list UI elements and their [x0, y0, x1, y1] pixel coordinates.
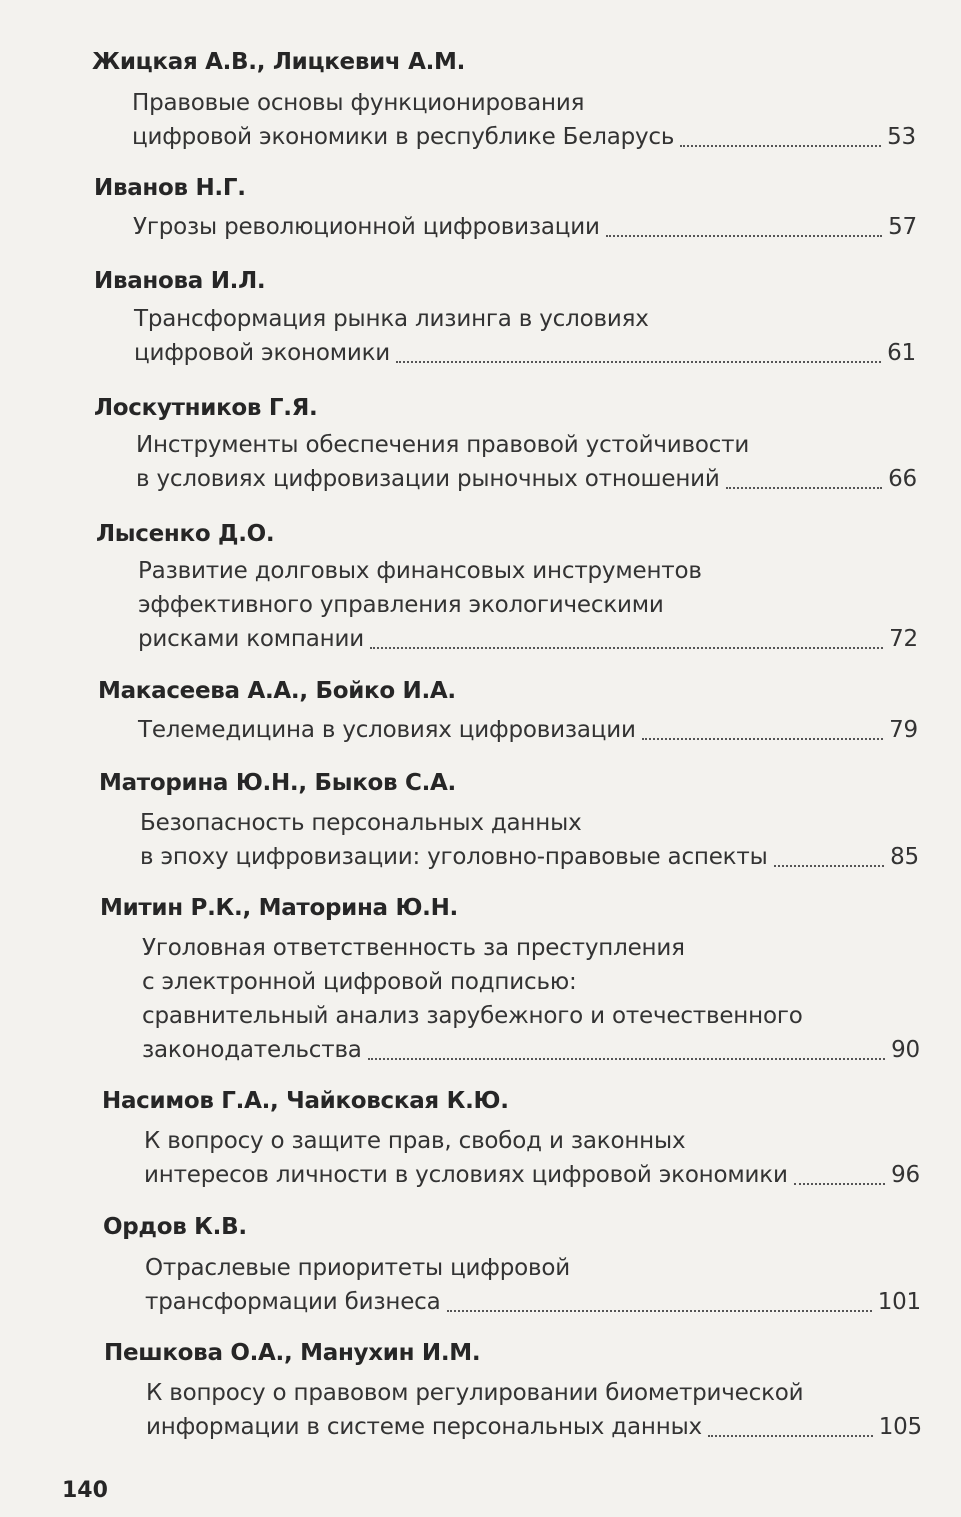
page-number: 61: [887, 340, 916, 366]
page-number: 57: [888, 214, 917, 240]
toc-title-line: в эпоху цифровизации: уголовно-правовые аспекты: [140, 844, 768, 870]
toc-title-line: Правовые основы функционирования: [132, 90, 585, 116]
toc-title-line: цифровой экономики в республике Беларусь: [132, 124, 675, 150]
toc-title-line: Отраслевые приоритеты цифровой: [145, 1255, 571, 1281]
toc-title-line: интересов личности в условиях цифровой экономики: [144, 1162, 788, 1188]
page-number: 90: [891, 1037, 920, 1063]
toc-author: Маторина Ю.Н., Быков С.А.: [99, 770, 456, 796]
dot-leader: [794, 1183, 885, 1185]
dot-leader: [368, 1058, 885, 1060]
toc-title: [138, 713, 918, 747]
toc-author: Митин Р.К., Маторина Ю.Н.: [100, 895, 458, 921]
page-number: 101: [877, 1289, 921, 1315]
toc-title: [133, 210, 917, 244]
toc-title-line: сравнительный анализ зарубежного и отечественного: [142, 1003, 803, 1029]
toc-author: Иванов Н.Г.: [94, 175, 246, 201]
page-number: 72: [889, 626, 918, 652]
toc-title-line: трансформации бизнеса: [145, 1289, 441, 1315]
toc-title: [145, 1251, 921, 1319]
toc-title-line: Уголовная ответственность за преступления: [142, 935, 685, 961]
toc-title: [144, 1124, 920, 1192]
toc-title-line: Инструменты обеспечения правовой устойчивости: [136, 432, 750, 458]
toc-title-line: К вопросу о защите прав, свобод и законных: [144, 1128, 686, 1154]
toc-title-line: в условиях цифровизации рыночных отношений: [136, 466, 720, 492]
toc-title: [140, 806, 919, 874]
toc-author: Иванова И.Л.: [94, 268, 266, 294]
page-number: 85: [890, 844, 919, 870]
toc-title-line: Безопасность персональных данных: [140, 810, 582, 836]
dot-leader: [680, 145, 881, 147]
toc-author: Пешкова О.А., Манухин И.М.: [104, 1340, 481, 1366]
toc-title-line: Угрозы революционной цифровизации: [133, 214, 600, 240]
toc-title-line: эффективного управления экологическими: [138, 592, 664, 618]
toc-title-line: Развитие долговых финансовых инструментов: [138, 558, 702, 584]
toc-title-line: цифровой экономики: [134, 340, 391, 366]
page-number: 79: [889, 717, 918, 743]
toc-title-line: К вопросу о правовом регулировании биометрической: [146, 1380, 804, 1406]
dot-leader: [370, 647, 883, 649]
toc-title: [138, 554, 918, 656]
dot-leader: [606, 235, 882, 237]
toc-title-line: законодательства: [142, 1037, 362, 1063]
toc-author: Макасеева А.А., Бойко И.А.: [98, 678, 456, 704]
toc-title-line: рисками компании: [138, 626, 364, 652]
page-number: 66: [888, 466, 917, 492]
toc-title: [134, 302, 916, 370]
toc-author: Лысенко Д.О.: [96, 521, 275, 547]
toc-author: Ордов К.В.: [103, 1214, 247, 1240]
dot-leader: [396, 361, 881, 363]
page-number: 105: [878, 1414, 922, 1440]
toc-title-line: Трансформация рынка лизинга в условиях: [134, 306, 649, 332]
toc-title: [146, 1376, 922, 1444]
dot-leader: [708, 1435, 873, 1437]
toc-author: Жицкая А.В., Лицкевич А.М.: [92, 49, 466, 75]
dot-leader: [726, 487, 882, 489]
page-number: 96: [891, 1162, 920, 1188]
dot-leader: [774, 865, 885, 867]
toc-title-line: Телемедицина в условиях цифровизации: [138, 717, 636, 743]
page-folio-number: 140: [62, 1478, 108, 1503]
toc-title: [136, 428, 917, 496]
toc-title-line: с электронной цифровой подписью:: [142, 969, 577, 995]
toc-title: [142, 931, 920, 1067]
page-number: 53: [887, 124, 916, 150]
toc-title-line: информации в системе персональных данных: [146, 1414, 702, 1440]
toc-author: Лоскутников Г.Я.: [94, 395, 318, 421]
toc-author: Насимов Г.А., Чайковская К.Ю.: [102, 1088, 509, 1114]
toc-title: [132, 86, 916, 154]
dot-leader: [642, 738, 883, 740]
dot-leader: [447, 1310, 872, 1312]
